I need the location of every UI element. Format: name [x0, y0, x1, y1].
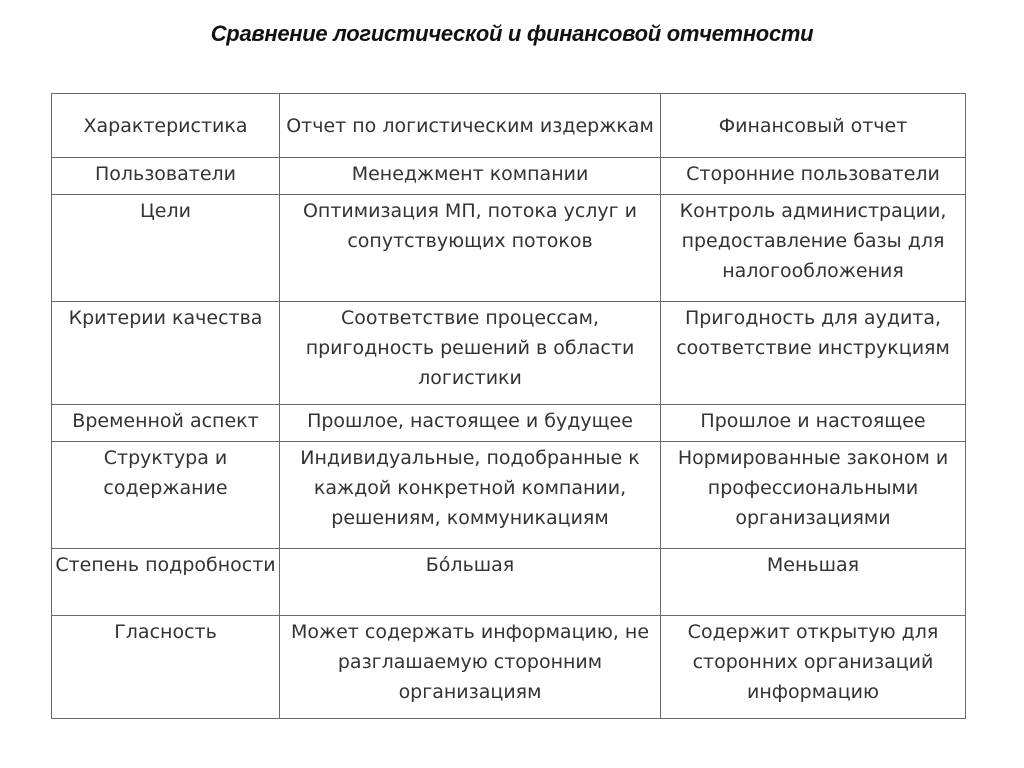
logistics-cell: [280, 195, 661, 302]
logistics-value: Прошлое, настоящее и будущее: [307, 410, 633, 432]
row-label: Структура и содержание: [103, 447, 228, 499]
table-row: [52, 549, 966, 616]
financial-cell: [661, 405, 966, 442]
financial-value: Пригодность для аудита, соответствие инструкциям: [676, 307, 950, 359]
table-row: [52, 442, 966, 549]
financial-value: Меньшая: [766, 554, 860, 576]
row-label-cell: [52, 302, 280, 405]
table-row: [52, 195, 966, 302]
column-header-characteristic: [52, 94, 280, 158]
row-label-cell: [52, 195, 280, 302]
page-title: Сравнение логистической и финансовой отчетности: [210, 21, 814, 46]
row-label: Цели: [140, 200, 191, 222]
financial-cell: [661, 158, 966, 195]
row-label-cell: [52, 616, 280, 719]
logistics-cell: [280, 616, 661, 719]
row-label-cell: [52, 549, 280, 616]
financial-value: Прошлое и настоящее: [700, 410, 926, 432]
logistics-value: Бóльшая: [425, 554, 515, 576]
logistics-value: Оптимизация МП, потока услуг и сопутствующих потоков: [302, 200, 638, 252]
financial-cell: [661, 442, 966, 549]
row-label-cell: [52, 158, 280, 195]
row-label: Критерии качества: [68, 307, 263, 329]
row-label-cell: [52, 405, 280, 442]
table-row: [52, 302, 966, 405]
financial-value: Содержит открытую для сторонних организаций информацию: [687, 621, 939, 703]
logistics-cell: [280, 158, 661, 195]
table-header-row: [52, 94, 966, 158]
financial-value: Контроль администрации, предоставление базы для налогообложения: [679, 200, 947, 282]
header-label: Финансовый отчет: [718, 114, 908, 137]
logistics-cell: [280, 405, 661, 442]
header-label: Характеристика: [83, 114, 248, 137]
table-row: [52, 405, 966, 442]
financial-value: Нормированные законом и профессиональными организациями: [677, 447, 949, 529]
comparison-table: [51, 93, 966, 719]
header-label: Отчет по логистическим издержкам: [286, 114, 654, 137]
table-row: [52, 616, 966, 719]
row-label: Временной аспект: [72, 410, 259, 432]
row-label-cell: [52, 442, 280, 549]
financial-cell: [661, 616, 966, 719]
column-header-financial-report: [661, 94, 966, 158]
row-label: Пользователи: [94, 163, 237, 185]
logistics-value: Может содержать информацию, не разглашаемую сторонним организациям: [290, 621, 650, 703]
column-header-logistics-report: [280, 94, 661, 158]
logistics-value: Соответствие процессам, пригодность решений в области логистики: [305, 307, 635, 389]
logistics-value: Менеджмент компании: [351, 163, 589, 185]
financial-cell: [661, 195, 966, 302]
financial-value: Сторонние пользователи: [686, 163, 940, 185]
logistics-cell: [280, 549, 661, 616]
financial-cell: [661, 549, 966, 616]
row-label: Гласность: [114, 621, 217, 643]
row-label: Степень подробности: [55, 554, 276, 576]
logistics-value: Индивидуальные, подобранные к каждой конкретной компании, решениям, коммуникациям: [300, 447, 640, 529]
logistics-cell: [280, 442, 661, 549]
table-row: [52, 158, 966, 195]
logistics-cell: [280, 302, 661, 405]
financial-cell: [661, 302, 966, 405]
